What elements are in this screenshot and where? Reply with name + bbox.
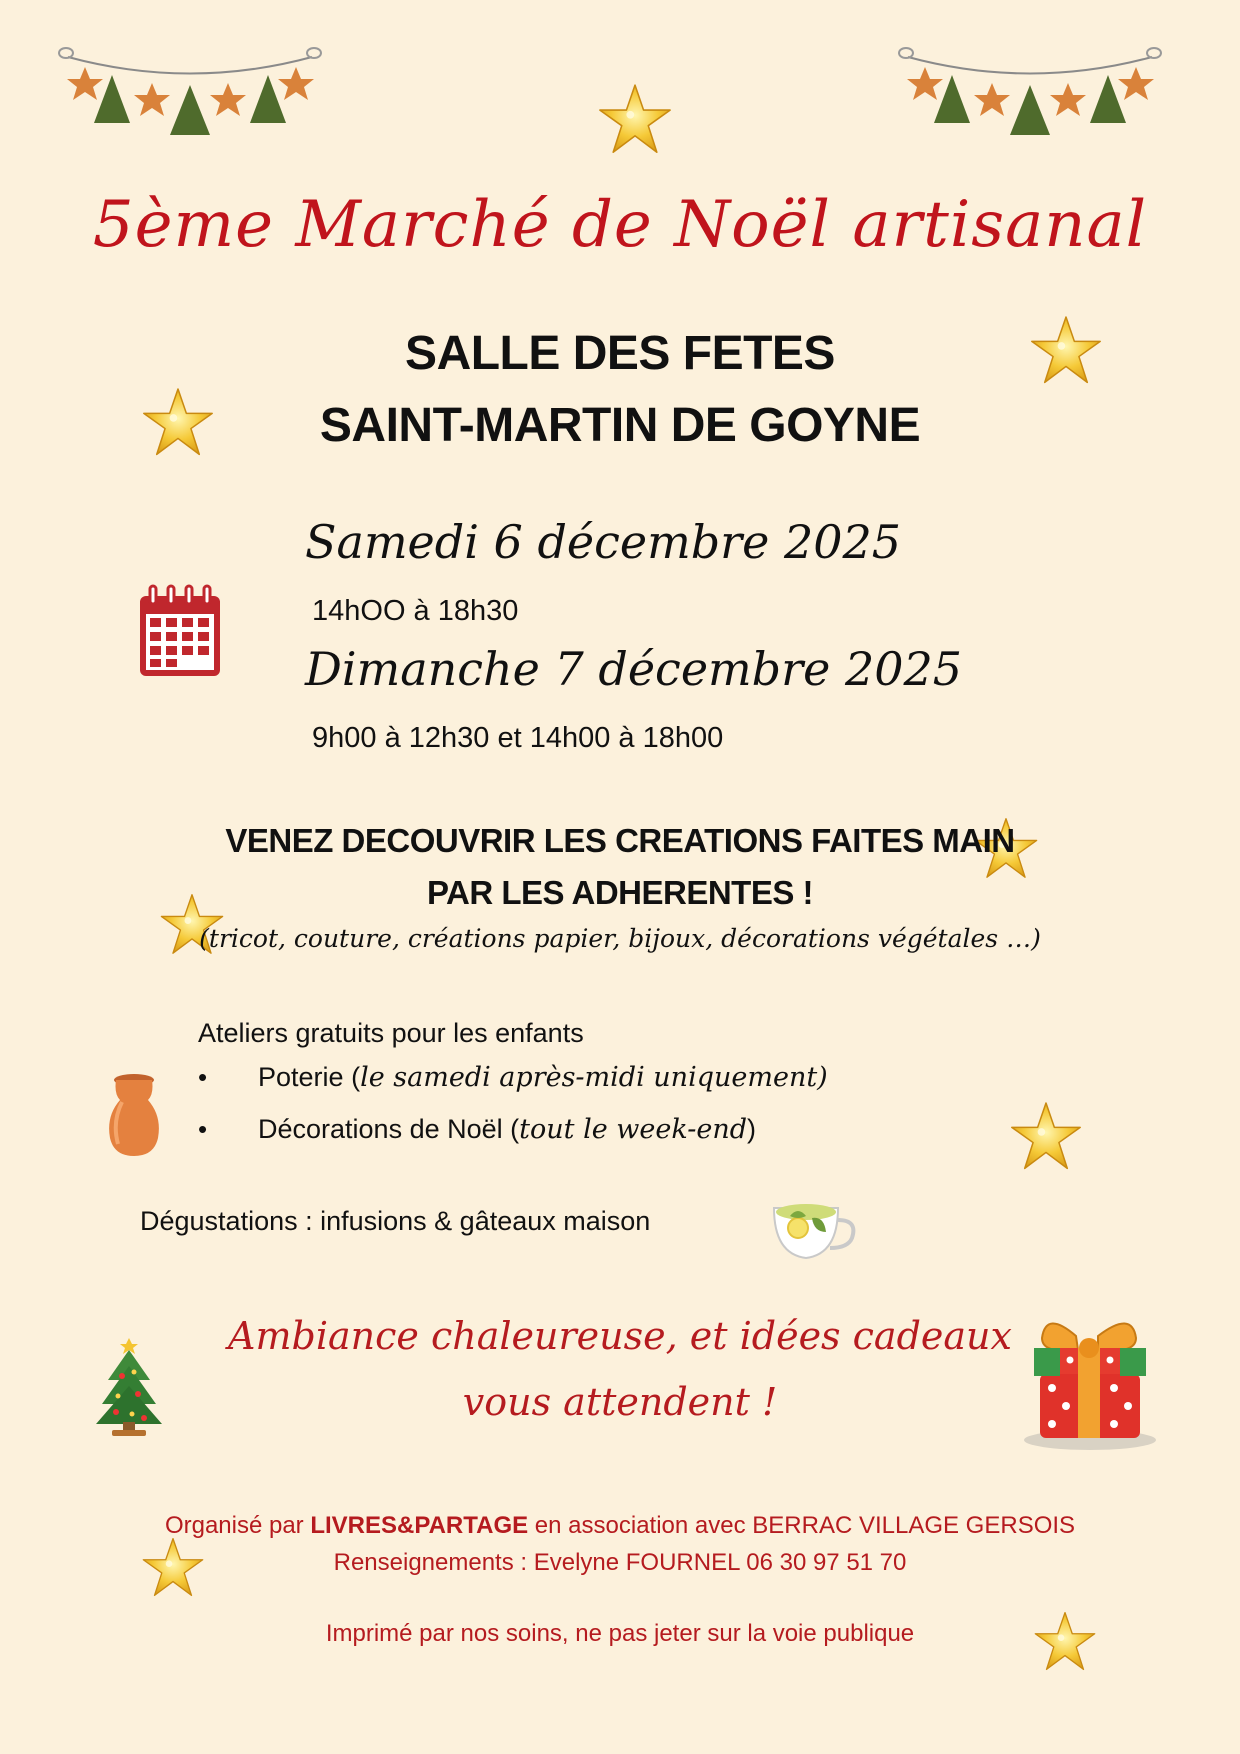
venue-location: SAINT-MARTIN DE GOYNE — [319, 399, 921, 452]
page-title: 5ème Marché de Noël artisanal — [92, 188, 1148, 262]
bunting-icon — [900, 45, 1160, 155]
workshop-item: Poterie (le samedi après-midi uniquement) — [258, 1062, 828, 1093]
bullet-icon: • — [198, 1062, 208, 1092]
venue-name: SALLE DES FETES — [405, 327, 835, 380]
discover-line-2: PAR LES ADHERENTES ! — [426, 874, 814, 911]
star-icon — [596, 82, 674, 160]
gift-box-icon — [1016, 1316, 1162, 1452]
bunting-icon — [60, 45, 320, 155]
workshop-item: Décorations de Noël (tout le week-end) — [258, 1114, 757, 1145]
organiser-name: LIVRES&PARTAGE — [310, 1512, 529, 1539]
tasting-text: Dégustations : infusions & gâteaux maison — [140, 1206, 651, 1236]
saturday-hours: 14hOO à 18h30 — [312, 595, 519, 627]
contact-line: Renseignements : Evelyne FOURNEL 06 30 97 51 70 — [333, 1549, 907, 1576]
tea-cup-icon — [768, 1198, 860, 1264]
star-icon — [1008, 1100, 1084, 1176]
pottery-vase-icon — [104, 1072, 164, 1158]
organiser-line: Organisé par LIVRES&PARTAGE en association avec BERRAC VILLAGE GERSOIS — [164, 1512, 1076, 1539]
sunday-hours: 9h00 à 12h30 et 14h00 à 18h00 — [312, 722, 724, 754]
calendar-icon — [136, 584, 224, 680]
workshops-heading: Ateliers gratuits pour les enfants — [198, 1018, 584, 1048]
discover-details: (tricot, couture, créations papier, bijoux, décorations végétales …) — [199, 924, 1041, 953]
discover-line-1: VENEZ DECOUVRIR LES CREATIONS FAITES MAIN — [225, 822, 1015, 859]
sunday-date: Dimanche 7 décembre 2025 — [305, 642, 963, 696]
saturday-date: Samedi 6 décembre 2025 — [305, 515, 902, 569]
bullet-icon: • — [198, 1114, 208, 1144]
print-notice: Imprimé par nos soins, ne pas jeter sur la voie publique — [325, 1620, 915, 1647]
ambiance-line-1: Ambiance chaleureuse, et idées cadeaux — [228, 1314, 1012, 1358]
ambiance-line-2: vous attendent ! — [462, 1380, 778, 1424]
